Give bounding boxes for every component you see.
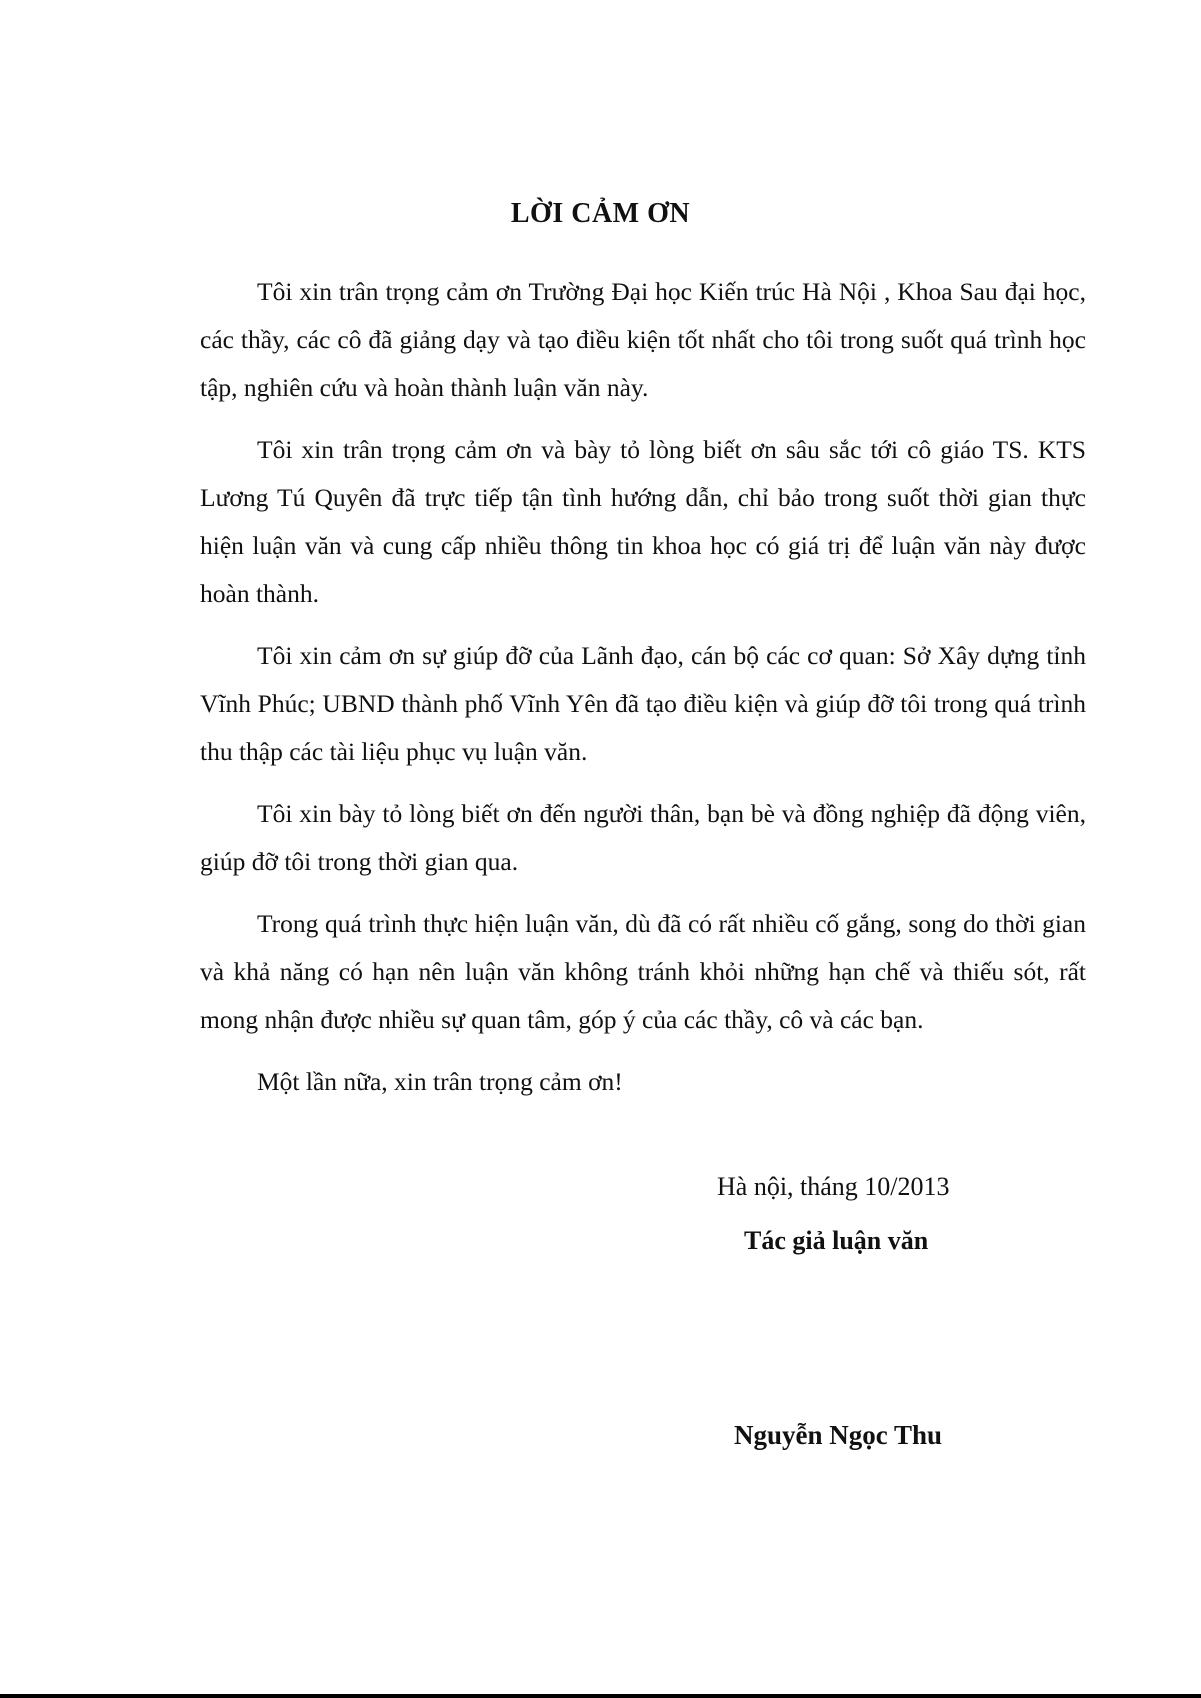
paragraph-thanks-family: Tôi xin bày tỏ lòng biết ơn đến người thân, bạn bè và đồng nghiệp đã động viên, giúp đỡ tôi trong thời gian qua. (200, 799, 1086, 876)
page-title: LỜI CẢM ƠN (510, 198, 691, 229)
signature-place-date: Hà nội, tháng 10/2013 (717, 1172, 950, 1201)
paragraph-thanks-supervisor: Tôi xin trân trọng cảm ơn và bày tỏ lòng biết ơn sâu sắc tới cô giáo TS. KTS Lương Tú Quyên đã trực tiếp tận tình hướng dẫn, chỉ bảo trong suốt thời gian thực hiện luận văn và cung cấp nhiều thông tin khoa học có giá trị để luận văn này được hoàn thành. (200, 435, 1086, 608)
paragraph-closing: Một lần nữa, xin trân trọng cảm ơn! (257, 1067, 623, 1096)
paragraph-thanks-university: Tôi xin trân trọng cảm ơn Trường Đại học Kiến trúc Hà Nội , Khoa Sau đại học, các thầy, các cô đã giảng dạy và tạo điều kiện tốt nhất cho tôi trong suốt quá trình học tập, nghiên cứu và hoàn thành luận văn này. (200, 277, 1086, 402)
acknowledgement-body (200, 268, 1086, 1120)
signature-role: Tác giả luận văn (744, 1226, 929, 1255)
signature-author-name: Nguyễn Ngọc Thu (734, 1420, 943, 1450)
paragraph-limitations: Trong quá trình thực hiện luận văn, dù đã có rất nhiều cố gắng, song do thời gian và khả năng có hạn nên luận văn không tránh khỏi những hạn chế và thiếu sót, rất mong nhận được nhiều sự quan tâm, góp ý của các thầy, cô và các bạn. (200, 909, 1086, 1034)
paragraph-thanks-agencies: Tôi xin cảm ơn sự giúp đỡ của Lãnh đạo, cán bộ các cơ quan: Sở Xây dựng tỉnh Vĩnh Phúc; UBND thành phố Vĩnh Yên đã tạo điều kiện và giúp đỡ tôi trong quá trình thu thập các tài liệu phục vụ luận văn. (200, 641, 1086, 766)
bottom-border-line (0, 1694, 1201, 1698)
